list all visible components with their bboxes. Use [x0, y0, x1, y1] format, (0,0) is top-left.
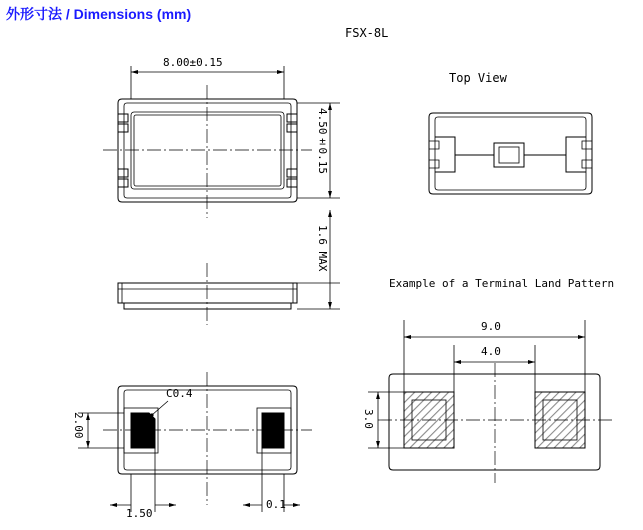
- top-view-label: Top View: [449, 71, 507, 85]
- dimension-width: [131, 66, 284, 99]
- dimension-pad-width: [110, 448, 176, 512]
- dimension-chamfer: [150, 401, 168, 417]
- package-bottom-view: [103, 372, 312, 505]
- land-pattern-label: Example of a Terminal Land Pattern: [389, 277, 615, 290]
- dim-label-height: 4.50±0.15: [316, 108, 329, 174]
- dim-label-land-outer-width: 9.0: [481, 320, 501, 333]
- package-side-view: [118, 263, 297, 325]
- dim-label-width: 8.00±0.15: [163, 56, 223, 69]
- dim-label-land-inner-width: 4.0: [481, 345, 501, 358]
- dim-label-gap: 0.1: [266, 498, 286, 511]
- dim-label-pad-width: 1.50: [126, 507, 153, 520]
- package-plan-view: [103, 85, 312, 218]
- page-title-separator: /: [62, 6, 74, 22]
- dim-label-land-height: 3.0: [362, 409, 375, 429]
- dim-label-chamfer: C0.4: [166, 387, 193, 400]
- page-title-jp: 外形寸法: [6, 6, 62, 22]
- top-view-drawing: [429, 113, 592, 194]
- dim-label-pad-height: 2.00: [72, 412, 85, 439]
- dim-label-thickness: 1.6 MAX: [316, 225, 329, 272]
- part-number-label: FSX-8L: [345, 26, 389, 40]
- page-title-en: Dimensions (mm): [73, 6, 192, 22]
